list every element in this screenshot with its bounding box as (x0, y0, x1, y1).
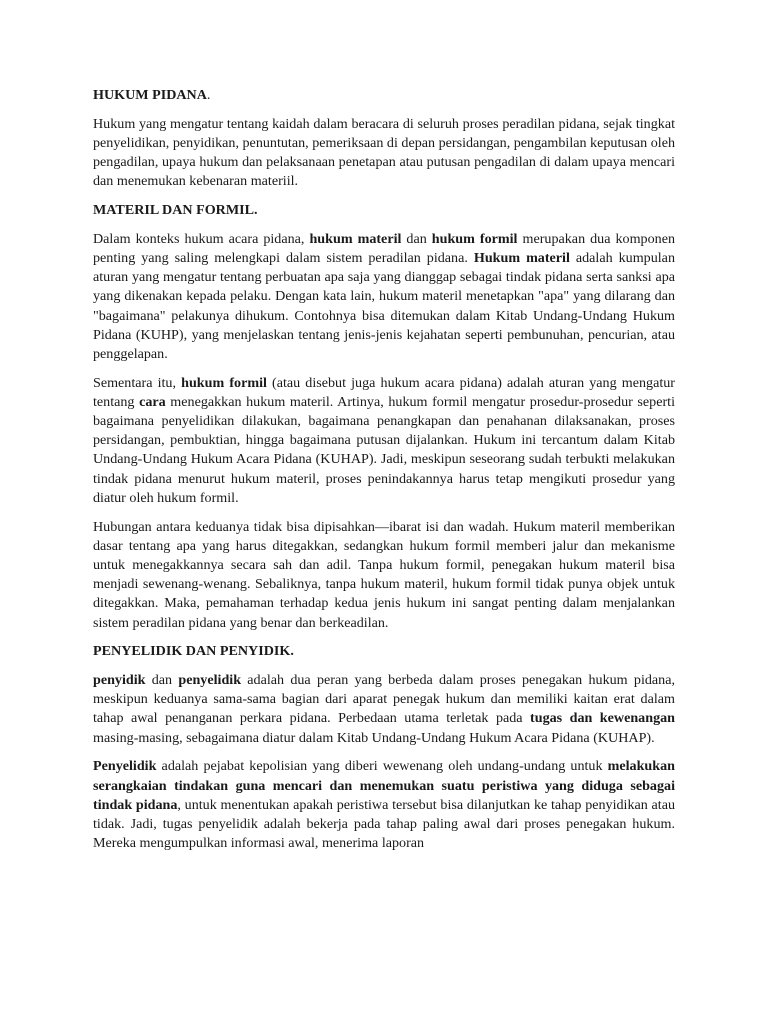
paragraph-materil-formil-1: Dalam konteks hukum acara pidana, hukum materil dan hukum formil merupakan dua komponen penting yang saling melengkapi dalam sistem peradilan pidana. Hukum materil adalah kumpulan aturan yang mengatur tentang perbuatan apa saja yang dianggap sebagai tindak pidana serta sanksi apa yang dikenakan kepada pelaku. Dengan kata lain, hukum materil menetapkan "apa" yang dilarang dan "bagaimana" pelakunya dihukum. Contohnya bisa ditemukan dalam Kitab Undang-Undang Hukum Pidana (KUHP), yang menjelaskan tentang jenis-jenis kejahatan seperti pembunuhan, pencurian, atau penggelapan. (93, 230, 675, 362)
paragraph-materil-formil-2: Sementara itu, hukum formil (atau disebut juga hukum acara pidana) adalah aturan yang mengatur tentang cara menegakkan hukum materil. Artinya, hukum formil mengatur prosedur-prosedur seperti bagaimana penyelidikan dilakukan, bagaimana penangkapan dan penahanan dilaksanakan, proses persidangan, pembuktian, hingga bagaimana putusan dijalankan. Hukum ini tercantum dalam Kitab Undang-Undang Hukum Acara Pidana (KUHAP). Jadi, meskipun seseorang sudah terbukti melakukan tindak pidana menurut hukum materil, proses penindakannya harus tetap mengikuti prosedur yang diatur oleh hukum formil. (93, 374, 675, 506)
paragraph-hukum-pidana: Hukum yang mengatur tentang kaidah dalam beracara di seluruh proses peradilan pidana, sejak tingkat penyelidikan, penyidikan, penuntutan, pemeriksaan di depan persidangan, pengambilan keputusan oleh pengadilan, upaya hukum dan pelaksanaan penetapan atau putusan pengadilan di dalam upaya mencari dan menemukan kebenaran materiil. (93, 115, 675, 190)
paragraph-penyelidik-penyidik-2: Penyelidik adalah pejabat kepolisian yang diberi wewenang oleh undang-undang untuk melakukan serangkaian tindakan guna mencari dan menemukan suatu peristiwa yang diduga sebagai tindak pidana, untuk menentukan apakah peristiwa tersebut bisa dilanjutkan ke tahap penyidikan atau tidak. Jadi, tugas penyelidik adalah bekerja pada tahap paling awal dari proses penegakan hukum. Mereka mengumpulkan informasi awal, menerima laporan (93, 758, 676, 852)
document-page (93, 86, 675, 863)
section-heading-materil-formil: MATERIL DAN FORMIL. (93, 202, 258, 219)
section-heading-penyelidik-penyidik: PENYELIDIK DAN PENYIDIK. (93, 643, 294, 660)
paragraph-penyelidik-penyidik-1: penyidik dan penyelidik adalah dua peran yang berbeda dalam proses penegakan hukum pidana, meskipun keduanya sama-sama bagian dari aparat penegak hukum dan memiliki kaitan erat dalam tahap awal penanganan perkara pidana. Perbedaan utama terletak pada tugas dan kewenangan masing-masing, sebagaimana diatur dalam Kitab Undang-Undang Hukum Acara Pidana (KUHAP). (93, 671, 675, 746)
paragraph-materil-formil-3: Hubungan antara keduanya tidak bisa dipisahkan—ibarat isi dan wadah. Hukum materil memberikan dasar tentang apa yang harus ditegakkan, sedangkan hukum formil memberi jalur dan mekanisme untuk menegakkannya secara sah dan adil. Tanpa hukum formil, penegakan hukum materil bisa menjadi sewenang-wenang. Sebaliknya, tanpa hukum materil, hukum formil tidak punya objek untuk ditegakkan. Maka, pemahaman terhadap kedua jenis hukum ini sangat penting dalam menjalankan sistem peradilan pidana yang benar dan berkeadilan. (93, 518, 675, 631)
section-heading-hukum-pidana: HUKUM PIDANA. (93, 87, 211, 103)
